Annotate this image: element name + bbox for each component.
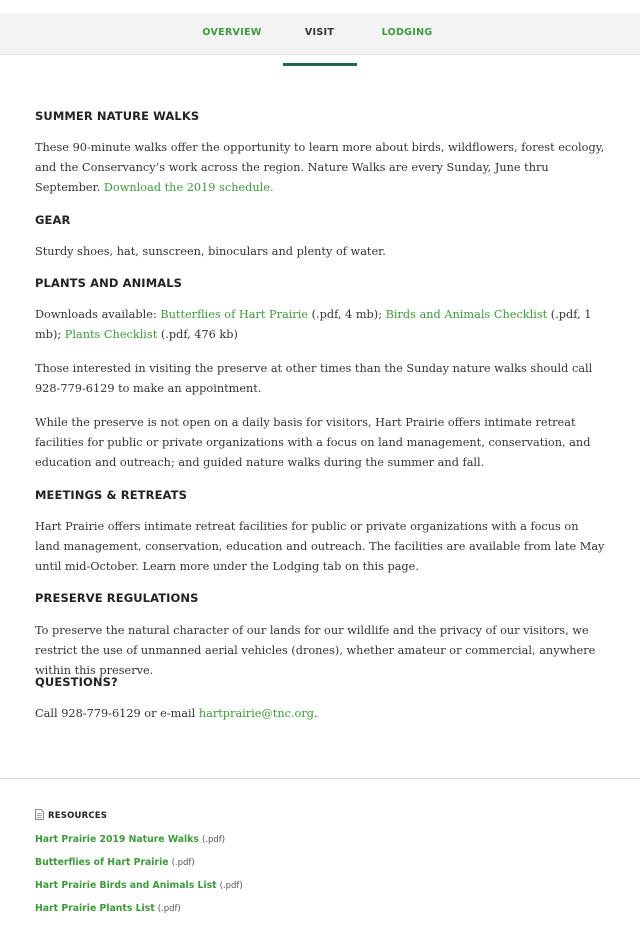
resources-heading: RESOURCES [48, 811, 108, 821]
resource-ext: (.pdf) [201, 835, 226, 845]
tab-visit[interactable]: VISIT [304, 27, 335, 38]
email-link[interactable]: hartprairie@tnc.org [198, 707, 314, 720]
resource-link[interactable]: Hart Prairie 2019 Nature Walks [35, 834, 199, 845]
regulations-heading: PRESERVE REGULATIONS [35, 591, 199, 605]
gear-paragraph: Sturdy shoes, hat, sunscreen, binoculars and plenty of water. [35, 245, 386, 258]
resource-item-butterflies[interactable] [35, 857, 195, 868]
gear-heading: GEAR [35, 213, 71, 227]
active-tab-indicator [283, 63, 357, 66]
summer-text: These 90-minute walks offer the opportunity to learn more about birds, wildflowers, forest ecology, and the Conservancy’s work across the region. Nature Walks are every Sunday, June thru September. [35, 141, 605, 194]
resource-link[interactable]: Butterflies of Hart Prairie [35, 857, 169, 868]
summer-heading: SUMMER NATURE WALKS [35, 109, 200, 123]
meetings-heading: MEETINGS & RETREATS [35, 488, 187, 502]
call-text: Call 928-779-6129 or e-mail [35, 707, 196, 720]
download-schedule-link[interactable]: Download the 2019 schedule. [103, 181, 274, 194]
resources-header [35, 808, 605, 824]
tab-bar [0, 13, 640, 55]
resource-ext: (.pdf) [171, 858, 195, 868]
plants-heading: PLANTS AND ANIMALS [35, 276, 183, 290]
resource-ext: (.pdf) [157, 904, 181, 914]
plants-checklist-link[interactable]: Plants Checklist [64, 328, 158, 341]
tab-lodging[interactable]: LODGING [381, 27, 433, 38]
questions-heading: QUESTIONS? [35, 675, 118, 689]
tab-overview[interactable]: OVERVIEW [202, 27, 262, 38]
summer-paragraph [35, 138, 605, 198]
plants-downloads-paragraph [35, 305, 605, 345]
birds-animals-link[interactable]: Birds and Animals Checklist [385, 308, 548, 321]
downloads-prefix: Downloads available: [35, 308, 157, 321]
questions-paragraph [35, 704, 605, 724]
resource-ext: (.pdf) [219, 881, 243, 891]
plants-checklist-size: (.pdf, 476 kb) [160, 328, 238, 341]
resource-link[interactable]: Hart Prairie Plants List [35, 903, 155, 914]
resources-panel [35, 808, 605, 914]
birds-animals-size: (.pdf, 1 mb); [35, 308, 592, 341]
butterflies-link[interactable]: Butterflies of Hart Prairie [160, 308, 309, 321]
questions-period: . [313, 707, 318, 720]
retreat-info-paragraph: While the preserve is not open on a daily basis for visitors, Hart Prairie offers intimate retreat facilities for public or private organizations with a focus on land management, conservation, and education and outreach; and guided nature walks during the summer and fall. [35, 416, 591, 469]
meetings-paragraph: Hart Prairie offers intimate retreat facilities for public or private organizations with a focus on land management, conservation, education and outreach. The facilities are available from late May until mid-October. Learn more under the Lodging tab on this page. [35, 520, 605, 573]
document-icon [35, 809, 44, 820]
visiting-paragraph: Those interested in visiting the preserve at other times than the Sunday nature walks should call 928-779-6129 to make an appointment. [35, 362, 593, 395]
resource-item-birds-animals[interactable] [35, 880, 243, 891]
butterflies-size: (.pdf, 4 mb); [311, 308, 382, 321]
resource-item-nature-walks[interactable] [35, 834, 225, 845]
resource-link[interactable]: Hart Prairie Birds and Animals List [35, 880, 217, 891]
regulations-paragraph: To preserve the natural character of our lands for our wildlife and the privacy of our visitors, we restrict the use of unmanned aerial vehicles (drones), whether amateur or commercial, anywhere within this preserve. [35, 624, 596, 677]
top-strip [0, 0, 640, 13]
resource-item-plants[interactable] [35, 903, 181, 914]
section-divider [0, 778, 640, 779]
